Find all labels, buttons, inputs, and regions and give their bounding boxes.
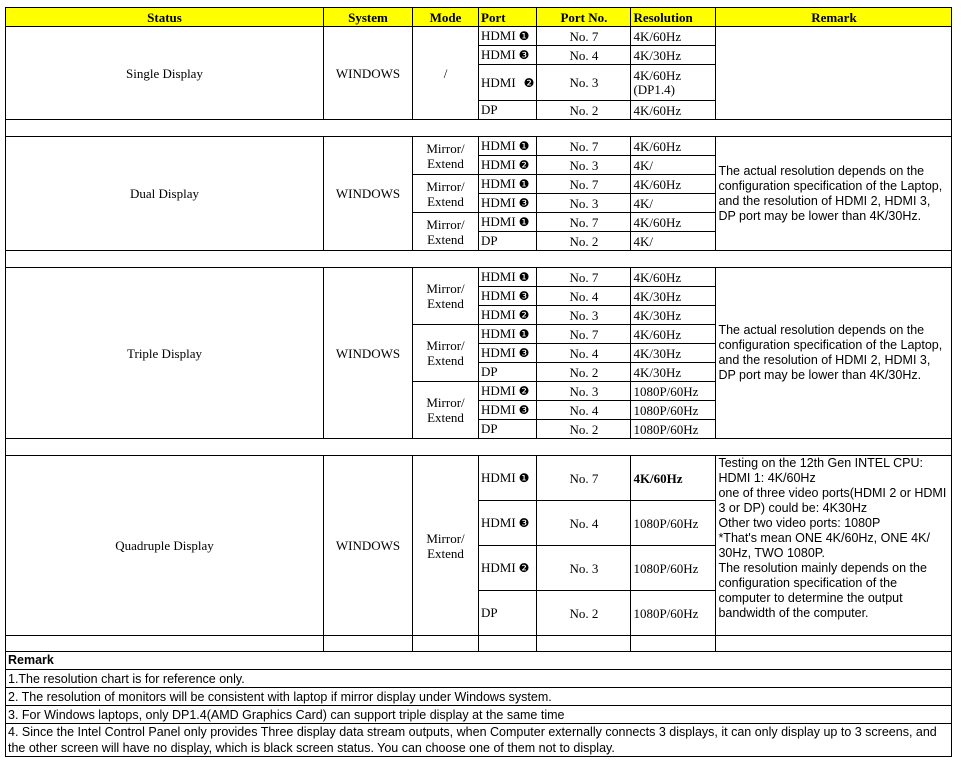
port-no-cell: No. 3 [537, 546, 631, 591]
port-no-cell: No. 3 [537, 306, 631, 325]
header-system: System [324, 8, 413, 27]
resolution-cell: 1080P/60Hz [631, 382, 716, 401]
resolution-cell: 4K/60Hz [631, 27, 716, 46]
port-no-cell: No. 4 [537, 46, 631, 65]
header-port: Port [479, 8, 537, 27]
port-cell: DP [479, 591, 537, 636]
triple-mode-1: Mirror/ Extend [413, 268, 479, 325]
port-cell: DP [479, 420, 537, 439]
resolution-table [5, 7, 952, 757]
dual-mode-3: Mirror/ Extend [413, 213, 479, 251]
port-cell: HDMI ❶ [479, 137, 537, 156]
port-no-cell: No. 7 [537, 27, 631, 46]
header-port-no: Port No. [537, 8, 631, 27]
triple-system: WINDOWS [324, 268, 413, 439]
header-row [6, 8, 952, 27]
port-cell: DP [479, 363, 537, 382]
quad-remark-line: HDMI 1: 4K/60Hz [718, 471, 816, 485]
triple-remark: The actual resolution depends on the configuration specification of the Laptop, and the resolution of HDMI 2, HDMI 3, DP port may be lower than 4K/30Hz. [716, 268, 952, 439]
resolution-cell: 4K/60Hz [631, 175, 716, 194]
port-no-cell: No. 7 [537, 456, 631, 501]
port-no-cell: No. 3 [537, 382, 631, 401]
resolution-cell: 4K/60Hz [631, 325, 716, 344]
port-no-cell: No. 4 [537, 344, 631, 363]
note-item: 3. For Windows laptops, only DP1.4(AMD Graphics Card) can support triple display at the same time [6, 706, 952, 724]
note-row [6, 688, 952, 706]
port-cell: HDMI ❷ [479, 306, 537, 325]
port-cell: HDMI ❶ [479, 175, 537, 194]
port-cell: HDMI ❶ [479, 325, 537, 344]
port-cell: HDMI ❶ [479, 456, 537, 501]
notes-title-row [6, 652, 952, 670]
port-no-cell: No. 2 [537, 591, 631, 636]
quad-remark [716, 456, 952, 636]
resolution-cell: 4K/60Hz [631, 101, 716, 120]
resolution-cell: 4K/30Hz [631, 306, 716, 325]
resolution-cell: 4K/60Hz (DP1.4) [631, 65, 716, 101]
single-mode: / [413, 27, 479, 120]
triple-status: Triple Display [6, 268, 324, 439]
resolution-cell: 4K/30Hz [631, 287, 716, 306]
resolution-cell: 1080P/60Hz [631, 420, 716, 439]
dual-mode-1: Mirror/ Extend [413, 137, 479, 175]
dual-system: WINDOWS [324, 137, 413, 251]
quad-status: Quadruple Display [6, 456, 324, 636]
header-remark: Remark [716, 8, 952, 27]
port-cell: HDMI ❸ [479, 401, 537, 420]
note-item: 4. Since the Intel Control Panel only provides Three display data stream outputs, when Computer externally connects 3 displays, it can only display up to 3 screens, and the other screen will have no display, which is black screen status. You can choose one of them not to display. [6, 724, 952, 757]
port-no-cell: No. 2 [537, 101, 631, 120]
resolution-cell: 1080P/60Hz [631, 591, 716, 636]
port-cell: HDMI ❷ [479, 65, 537, 101]
note-row [6, 724, 952, 757]
spacer-row [6, 636, 952, 652]
resolution-cell: 4K/60Hz [631, 456, 716, 501]
quad-mode: Mirror/ Extend [413, 456, 479, 636]
note-item: 2. The resolution of monitors will be consistent with laptop if mirror display under Windows system. [6, 688, 952, 706]
port-cell: HDMI ❶ [479, 213, 537, 232]
quad-remark-line: The resolution mainly depends on the configuration specification of the computer to determine the output bandwidth of the computer. [718, 561, 927, 620]
quad-remark-line: one of three video ports(HDMI 2 or HDMI 3 or DP) could be: 4K30Hz [718, 486, 947, 515]
note-row [6, 706, 952, 724]
port-cell: HDMI ❶ [479, 268, 537, 287]
port-cell: HDMI ❸ [479, 46, 537, 65]
port-cell: DP [479, 232, 537, 251]
port-no-cell: No. 3 [537, 194, 631, 213]
spacer-row [6, 439, 952, 456]
resolution-cell: 4K/60Hz [631, 268, 716, 287]
port-cell: HDMI ❸ [479, 194, 537, 213]
port-no-cell: No. 7 [537, 325, 631, 344]
port-no-cell: No. 4 [537, 401, 631, 420]
dual-mode-2: Mirror/ Extend [413, 175, 479, 213]
port-cell: HDMI ❶ [479, 27, 537, 46]
resolution-cell: 4K/60Hz [631, 213, 716, 232]
table-row [6, 456, 952, 501]
resolution-cell: 4K/60Hz [631, 137, 716, 156]
port-no-cell: No. 3 [537, 156, 631, 175]
resolution-cell: 4K/30Hz [631, 344, 716, 363]
table-row [6, 27, 952, 46]
quad-remark-line: *That's mean ONE 4K/60Hz, ONE 4K/ 30Hz, TWO 1080P. [718, 531, 930, 560]
header-status: Status [6, 8, 324, 27]
resolution-cell: 1080P/60Hz [631, 501, 716, 546]
resolution-cell: 1080P/60Hz [631, 401, 716, 420]
dual-status: Dual Display [6, 137, 324, 251]
table-row [6, 137, 952, 156]
resolution-cell: 4K/30Hz [631, 363, 716, 382]
resolution-cell: 1080P/60Hz [631, 546, 716, 591]
spacer-row [6, 251, 952, 268]
port-cell: HDMI ❷ [479, 382, 537, 401]
notes-title: Remark [6, 652, 952, 670]
single-system: WINDOWS [324, 27, 413, 120]
port-no-cell: No. 4 [537, 287, 631, 306]
quad-remark-line: Testing on the 12th Gen INTEL CPU: [718, 456, 923, 470]
port-cell: HDMI ❸ [479, 287, 537, 306]
port-no-cell: No. 2 [537, 363, 631, 382]
resolution-cell: 4K/ [631, 156, 716, 175]
port-no-cell: No. 2 [537, 420, 631, 439]
quad-remark-line: Other two video ports: 1080P [718, 516, 881, 530]
port-no-cell: No. 7 [537, 137, 631, 156]
port-cell: HDMI ❷ [479, 546, 537, 591]
note-item: 1.The resolution chart is for reference only. [6, 670, 952, 688]
header-mode: Mode [413, 8, 479, 27]
quad-system: WINDOWS [324, 456, 413, 636]
resolution-cell: 4K/30Hz [631, 46, 716, 65]
triple-mode-3: Mirror/ Extend [413, 382, 479, 439]
header-resolution: Resolution [631, 8, 716, 27]
port-no-cell: No. 3 [537, 65, 631, 101]
port-no-cell: No. 7 [537, 213, 631, 232]
port-cell: DP [479, 101, 537, 120]
single-status: Single Display [6, 27, 324, 120]
dual-remark: The actual resolution depends on the configuration specification of the Laptop, and the resolution of HDMI 2, HDMI 3, DP port may be lower than 4K/30Hz. [716, 137, 952, 251]
resolution-cell: 4K/ [631, 194, 716, 213]
spacer-row [6, 120, 952, 137]
port-cell: HDMI ❸ [479, 501, 537, 546]
note-row [6, 670, 952, 688]
port-cell: HDMI ❷ [479, 156, 537, 175]
single-remark [716, 27, 952, 120]
resolution-cell: 4K/ [631, 232, 716, 251]
port-no-cell: No. 4 [537, 501, 631, 546]
port-cell: HDMI ❸ [479, 344, 537, 363]
port-no-cell: No. 7 [537, 175, 631, 194]
triple-mode-2: Mirror/ Extend [413, 325, 479, 382]
port-no-cell: No. 7 [537, 268, 631, 287]
port-no-cell: No. 2 [537, 232, 631, 251]
table-row [6, 268, 952, 287]
